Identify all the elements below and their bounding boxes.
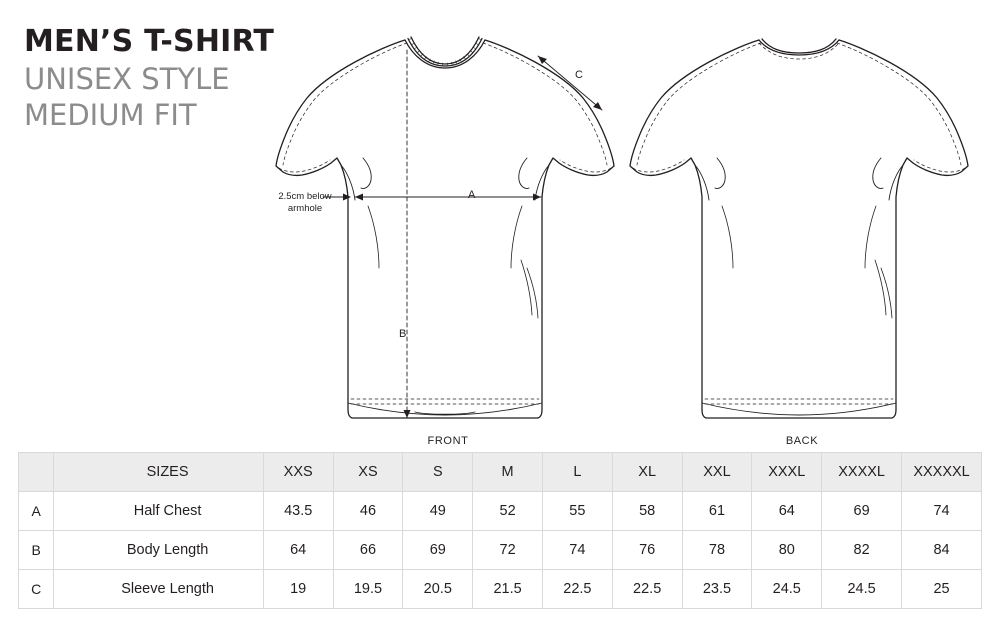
header-sizes-label: SIZES — [54, 453, 263, 492]
header-size-xxxxl: XXXXL — [822, 453, 902, 492]
cell-a-xxl: 61 — [682, 492, 752, 531]
row-key-c: C — [19, 570, 54, 609]
cell-c-xxxxxl: 25 — [902, 570, 982, 609]
tshirt-illustration — [255, 10, 1000, 450]
dimension-label-b: B — [399, 328, 407, 340]
header-size-xs: XS — [333, 453, 403, 492]
header-size-xxxl: XXXL — [752, 453, 822, 492]
header-size-s: S — [403, 453, 473, 492]
cell-a-xxxxxl: 74 — [902, 492, 982, 531]
cell-b-xxxxxl: 84 — [902, 531, 982, 570]
dimension-label-a: A — [468, 189, 476, 201]
row-key-b: B — [19, 531, 54, 570]
back-view-label: BACK — [785, 435, 819, 447]
row-measure-sleeve-length: Sleeve Length — [54, 570, 263, 609]
header-size-xxs: XXS — [263, 453, 333, 492]
cell-a-m: 52 — [473, 492, 543, 531]
front-view-label: FRONT — [427, 435, 469, 447]
title-block — [24, 26, 284, 133]
row-key-a: A — [19, 492, 54, 531]
cell-b-xxs: 64 — [263, 531, 333, 570]
size-table-head — [19, 453, 982, 492]
table-row — [19, 570, 982, 609]
armhole-note: 2.5cm below armhole — [278, 191, 332, 214]
cell-a-xl: 58 — [612, 492, 682, 531]
cell-b-s: 69 — [403, 531, 473, 570]
page-title: MEN’S T-SHIRT — [24, 24, 275, 59]
header-size-xxxxxl: XXXXXL — [902, 453, 982, 492]
cell-b-l: 74 — [542, 531, 612, 570]
header-size-xxl: XXL — [682, 453, 752, 492]
size-table — [18, 452, 982, 609]
cell-b-m: 72 — [473, 531, 543, 570]
cell-a-l: 55 — [542, 492, 612, 531]
dimension-label-c: C — [575, 69, 583, 81]
cell-c-xxs: 19 — [263, 570, 333, 609]
cell-c-m: 21.5 — [473, 570, 543, 609]
cell-a-xxxl: 64 — [752, 492, 822, 531]
cell-c-xxl: 23.5 — [682, 570, 752, 609]
header-size-xl: XL — [612, 453, 682, 492]
table-header-row — [19, 453, 982, 492]
cell-a-xxxxl: 69 — [822, 492, 902, 531]
cell-a-xs: 46 — [333, 492, 403, 531]
header-size-l: L — [542, 453, 612, 492]
cell-c-xxxl: 24.5 — [752, 570, 822, 609]
cell-c-xl: 22.5 — [612, 570, 682, 609]
row-measure-body-length: Body Length — [54, 531, 263, 570]
cell-a-s: 49 — [403, 492, 473, 531]
table-row — [19, 492, 982, 531]
size-table-body — [19, 492, 982, 609]
table-row — [19, 531, 982, 570]
tshirt-technical-drawing — [255, 10, 1000, 450]
cell-b-xs: 66 — [333, 531, 403, 570]
header-key-blank — [19, 453, 54, 492]
header-size-m: M — [473, 453, 543, 492]
cell-c-xs: 19.5 — [333, 570, 403, 609]
title-subline-2: MEDIUM FIT — [24, 97, 197, 132]
cell-a-xxs: 43.5 — [263, 492, 333, 531]
cell-c-xxxxl: 24.5 — [822, 570, 902, 609]
cell-c-s: 20.5 — [403, 570, 473, 609]
dimension-lines — [323, 50, 602, 418]
cell-c-l: 22.5 — [542, 570, 612, 609]
tshirt-back-view — [630, 39, 968, 418]
cell-b-xxxxl: 82 — [822, 531, 902, 570]
cell-b-xl: 76 — [612, 531, 682, 570]
cell-b-xxl: 78 — [682, 531, 752, 570]
row-measure-half-chest: Half Chest — [54, 492, 263, 531]
size-table-wrapper — [18, 452, 982, 609]
cell-b-xxxl: 80 — [752, 531, 822, 570]
tshirt-front-view — [276, 37, 614, 418]
title-subline-1: UNISEX STYLE — [24, 62, 230, 97]
